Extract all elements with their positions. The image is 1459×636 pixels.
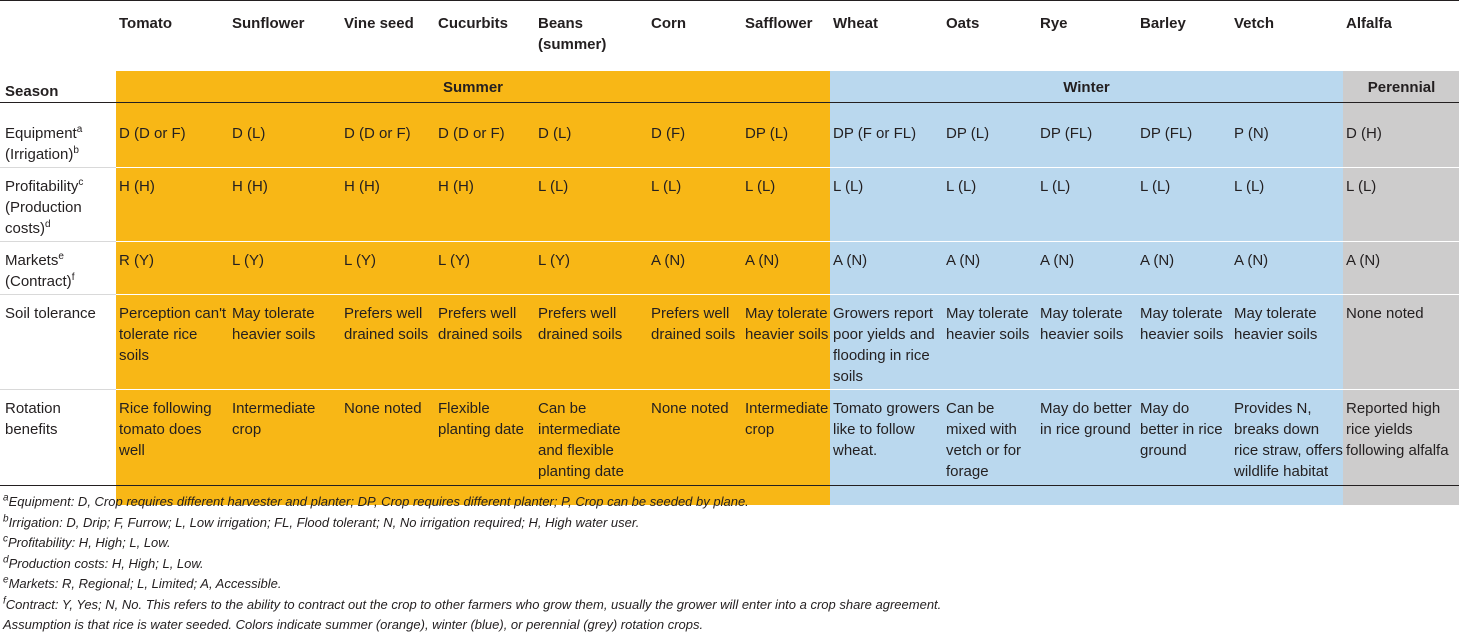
table-cell: Perception can't tolerate rice soils (116, 295, 229, 390)
table-cell: Can be intermediate and flexible planting date (535, 390, 648, 505)
footnote: $^b$Irrigation: D, Drip; F, Furrow; L, Low irrigation; FL, Flood tolerant; N, No irrigation required; H, High water user. (3, 513, 640, 530)
table-cell: H (H) (116, 168, 229, 242)
col-header: Beans (summer) (535, 1, 648, 72)
table-cell: L (Y) (341, 242, 435, 295)
table-cell: L (Y) (435, 242, 535, 295)
table-cell: DP (FL) (1137, 115, 1231, 168)
table-cell: L (L) (830, 168, 943, 242)
table-cell: May tolerate heavier soils (943, 295, 1037, 390)
col-header: Oats (943, 1, 1037, 72)
table-cell: D (L) (229, 115, 341, 168)
table-cell: L (Y) (535, 242, 648, 295)
table-bottom-rule (0, 485, 1459, 486)
table-cell: L (L) (1343, 168, 1459, 242)
col-header: Corn (648, 1, 742, 72)
col-header: Alfalfa (1343, 1, 1459, 72)
table-cell: H (H) (341, 168, 435, 242)
row-label-soil-tolerance: Soil tolerance (0, 295, 116, 390)
table-cell: Prefers well drained soils (341, 295, 435, 390)
table-footnotes (3, 492, 941, 636)
table-cell: Rice following tomato does well (116, 390, 229, 505)
table-cell: Intermediate crop (742, 390, 830, 505)
table-cell: DP (L) (742, 115, 830, 168)
table-cell: DP (FL) (1037, 115, 1137, 168)
season-row (0, 71, 1459, 103)
col-header: Cucurbits (435, 1, 535, 72)
table-cell: May tolerate heavier soils (742, 295, 830, 390)
table-cell: None noted (1343, 295, 1459, 390)
table-cell: Reported high rice yields following alfalfa (1343, 390, 1459, 505)
table-cell: None noted (648, 390, 742, 505)
season-winter: Winter (830, 71, 1343, 103)
table-cell: A (N) (1343, 242, 1459, 295)
col-header: Barley (1137, 1, 1231, 72)
table-cell: A (N) (1037, 242, 1137, 295)
col-header: Tomato (116, 1, 229, 72)
col-header: Safflower (742, 1, 830, 72)
footnote: $^f$Contract: Y, Yes; N, No. This refers to the ability to contract out the crop to other farmers who grow them, usually the grower will enter into a crop share agreement. (3, 595, 942, 612)
footnote: $^a$Equipment: D, Crop requires different harvester and planter; DP, Crop requires different planter; P, Crop can be seeded by plane. (3, 492, 749, 509)
table-cell: None noted (341, 390, 435, 505)
table-cell: May tolerate heavier soils (1137, 295, 1231, 390)
table-cell: A (N) (830, 242, 943, 295)
table-cell: A (N) (1137, 242, 1231, 295)
col-header: Wheat (830, 1, 943, 72)
table-cell: Intermediate crop (229, 390, 341, 505)
spacer-row (0, 103, 1459, 116)
table-cell: D (D or F) (116, 115, 229, 168)
row-label-profitability: Profitability$^c$ (Production costs)$^d$ (0, 168, 116, 242)
table-cell: D (D or F) (341, 115, 435, 168)
footnote: $^c$Profitability: H, High; L, Low. (3, 533, 171, 550)
table-cell: May do better in rice ground (1037, 390, 1137, 505)
table-cell: L (L) (535, 168, 648, 242)
footnote: Assumption is that rice is water seeded. Colors indicate summer (orange), winter (blue), or perennial (grey) rotation crops. (3, 617, 704, 632)
profitability-row (0, 168, 1459, 242)
table-cell: L (L) (1137, 168, 1231, 242)
table-cell: L (L) (742, 168, 830, 242)
season-label: Season (0, 71, 116, 103)
table-cell: L (L) (943, 168, 1037, 242)
table-cell: Growers report poor yields and flooding in rice soils (830, 295, 943, 390)
table-cell: L (L) (648, 168, 742, 242)
table-cell: A (N) (742, 242, 830, 295)
col-header: Rye (1037, 1, 1137, 72)
table-cell: May tolerate heavier soils (1231, 295, 1343, 390)
table-cell: Prefers well drained soils (435, 295, 535, 390)
table-cell: Flexible planting date (435, 390, 535, 505)
table-cell: D (L) (535, 115, 648, 168)
season-summer: Summer (116, 71, 830, 103)
table-cell: Can be mixed with vetch or for forage (943, 390, 1037, 505)
season-perennial: Perennial (1343, 71, 1459, 103)
col-header: Sunflower (229, 1, 341, 72)
table-cell: Prefers well drained soils (648, 295, 742, 390)
rotation-benefits-row (0, 390, 1459, 505)
table-cell: May do better in rice ground (1137, 390, 1231, 505)
row-label-rotation-benefits: Rotation benefits (0, 390, 116, 505)
soil-tolerance-row (0, 295, 1459, 390)
col-header: Vetch (1231, 1, 1343, 72)
table-cell: A (N) (943, 242, 1037, 295)
row-label-equipment: Equipment$^a$ (Irrigation)$^b$ (0, 115, 116, 168)
table-cell: Prefers well drained soils (535, 295, 648, 390)
table-cell: May tolerate heavier soils (229, 295, 341, 390)
table-cell: H (H) (229, 168, 341, 242)
table-cell: DP (F or FL) (830, 115, 943, 168)
table-cell: D (D or F) (435, 115, 535, 168)
col-header: Vine seed (341, 1, 435, 72)
table-cell: P (N) (1231, 115, 1343, 168)
table-cell: Provides N, breaks down rice straw, offers wildlife habitat (1231, 390, 1343, 505)
footnote: $^e$Markets: R, Regional; L, Limited; A, Accessible. (3, 574, 282, 591)
table-cell: D (F) (648, 115, 742, 168)
table-cell: L (Y) (229, 242, 341, 295)
markets-row (0, 242, 1459, 295)
table-cell: May tolerate heavier soils (1037, 295, 1137, 390)
table-cell: DP (L) (943, 115, 1037, 168)
table-cell: D (H) (1343, 115, 1459, 168)
table-cell: H (H) (435, 168, 535, 242)
table-cell: L (L) (1037, 168, 1137, 242)
table-cell: Tomato growers like to follow wheat. (830, 390, 943, 505)
table-cell: L (L) (1231, 168, 1343, 242)
footnote: $^d$Production costs: H, High; L, Low. (3, 554, 204, 571)
equipment-row (0, 115, 1459, 168)
row-label-markets: Markets$^e$ (Contract)$^f$ (0, 242, 116, 295)
header-row (0, 1, 1459, 72)
table-cell: A (N) (1231, 242, 1343, 295)
table-cell: A (N) (648, 242, 742, 295)
header-corner (0, 1, 116, 72)
table-cell: R (Y) (116, 242, 229, 295)
